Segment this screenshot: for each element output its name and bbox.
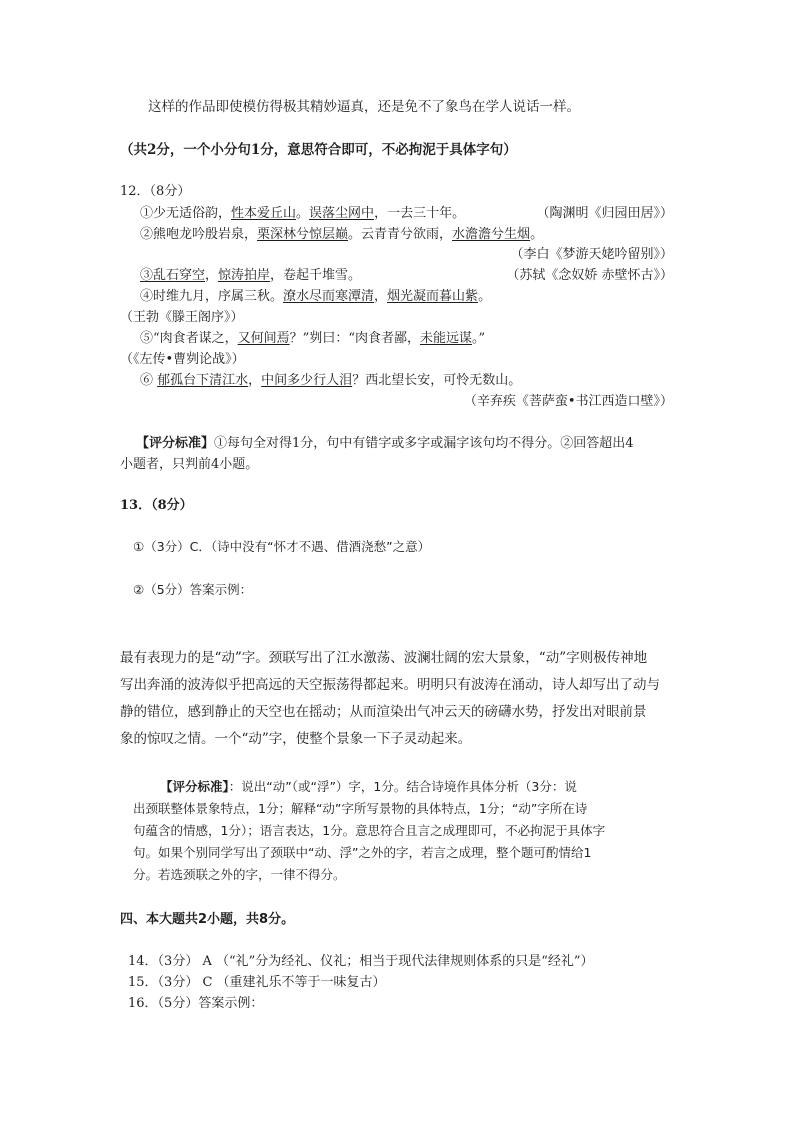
q13-header: 13．（8分） — [120, 498, 193, 513]
answer-underlined: 水澹澹兮生烟 — [452, 227, 531, 242]
answer-underlined: 性本爱丘山 — [231, 206, 297, 221]
answer-underlined: 烟光凝而暮山紫 — [387, 289, 479, 304]
criteria-label: 【评分标准】 — [160, 779, 229, 794]
text: ②熊咆龙吟殷岩泉， — [140, 227, 258, 242]
q13-sample-answer — [120, 645, 680, 753]
q13-criteria-line-3: 句蕴含的情感，1分）；语言表达，1分。意思符合且言之成理即可，不必拘泥于具体字 — [133, 823, 606, 838]
answer-underlined: 又何间焉 — [237, 331, 290, 346]
text: ①每句全对得1分，句中有错字或多字或漏字该句均不得分。②回答超出4 — [214, 436, 634, 451]
text: ④时维九月，序属三秋。 — [140, 289, 284, 304]
text: 。” — [471, 331, 486, 346]
q12-line-2 — [140, 225, 543, 245]
q13-part-2: ②（5分）答案示例： — [133, 582, 253, 597]
text: ⑤“肉食者谋之， — [140, 331, 238, 346]
section-4-header: 四、本大题共2小题，共8分。 — [120, 912, 295, 927]
score-note: （共2分，一个小分句1分，意思符合即可，不必拘泥于具体字句） — [120, 142, 517, 158]
q12-line-4 — [140, 287, 491, 307]
text: ， — [374, 289, 388, 304]
q12-line-6 — [140, 371, 521, 391]
q12-source-4: （王勃《滕王阁序》） — [120, 310, 244, 325]
q12-source-2: （李白《梦游天姥吟留别》） — [510, 247, 673, 262]
text: ⑥ — [140, 373, 158, 388]
q12-criteria-line-1 — [136, 434, 634, 454]
criteria-label: 【评分标准】 — [136, 436, 215, 451]
q13-criteria-line-5: 分。若选颈联之外的字，一律不得分。 — [133, 867, 346, 882]
q13-criteria-line-1 — [160, 776, 577, 797]
text: ①少无适俗韵， — [140, 206, 232, 221]
text: ， — [205, 268, 219, 283]
answer-underlined: 郁孤台下清江水 — [157, 373, 249, 388]
text: ，一去三十年。 — [374, 206, 466, 221]
q16-answer: 16．（5分）答案示例： — [128, 996, 264, 1011]
q12-criteria-line-2: 小题者，只判前4小题。 — [120, 457, 259, 472]
text: ：说出“动”（或“浮”）字，1分。结合诗境作具体分析（3分：说 — [228, 779, 577, 794]
text: 。 — [530, 227, 544, 242]
answer-underlined: 惊涛拍岸 — [218, 268, 271, 283]
q15-answer: 15．（3分） C （重建礼乐不等于一味复古） — [128, 975, 386, 990]
text: ？”刿曰：“肉食者鄙， — [289, 331, 420, 346]
q12-source-3: （苏轼《念奴娇 赤壁怀古》） — [506, 268, 673, 283]
answer-line: 写出奔涌的波涛似乎把高远的天空振荡得都起来。明明只有波涛在涌动，诗人却写出了动与 — [120, 677, 660, 693]
answer-underlined: 未能远谋 — [419, 331, 472, 346]
answer-underlined: 潦水尽而寒潭清 — [283, 289, 375, 304]
answer-line: 静的错位，感到静止的天空也在摇动；从而渲染出气冲云天的磅礴水势，抒发出对眼前景 — [120, 704, 647, 720]
q13-criteria-line-4: 句。如果个别同学写出了颈联中“动、浮”之外的字，若言之成理，整个题可酌情给1 — [133, 845, 592, 860]
q12-header: 12．（8分） — [120, 184, 191, 199]
text: 。云青青兮欲雨， — [348, 227, 453, 242]
text: ？西北望长安，可怜无数山。 — [352, 373, 522, 388]
q14-answer: 14．（3分） A （“礼”分为经礼、仪礼；相当于现代法律规则体系的只是“经礼”） — [128, 954, 594, 969]
answer-underlined: 栗深林兮惊层巅 — [257, 227, 349, 242]
answer-underlined: 中间多少行人泪 — [261, 373, 353, 388]
top-text-line: 这样的作品即使模仿得极其精妙逼真，还是免不了象鸟在学人说话一样。 — [148, 99, 580, 115]
text: ，卷起千堆雪。 — [270, 268, 362, 283]
answer-line: 象的惊叹之情。一个“动”字，使整个景象一下子灵动起来。 — [120, 731, 472, 747]
q12-line-3 — [140, 266, 361, 286]
answer-underlined: ③乱石穿空 — [140, 268, 206, 283]
answer-line: 最有表现力的是“动”字。颈联写出了江水激荡、波澜壮阔的宏大景象，“动”字则极传神地 — [120, 650, 648, 666]
text: 。 — [478, 289, 492, 304]
text: 。 — [296, 206, 310, 221]
text: ， — [248, 373, 262, 388]
q12-source-5: （《左传•曹刿论战》） — [120, 352, 245, 367]
q12-source-1: （陶渊明《归园田居》） — [536, 206, 673, 221]
q12-line-5 — [140, 329, 485, 349]
q12-source-6: （辛弃疾《菩萨蛮•书江西造口壁》） — [463, 394, 673, 409]
q13-part-1: ①（3分）C．（诗中没有“怀才不遇、借酒浇愁”之意） — [133, 539, 431, 554]
q13-criteria-line-2: 出颈联整体景象特点，1分；解释“动”字所写景物的具体特点，1分；“动”字所在诗 — [133, 801, 588, 816]
answer-underlined: 误落尘网中 — [309, 206, 375, 221]
q12-line-1 — [140, 204, 465, 224]
